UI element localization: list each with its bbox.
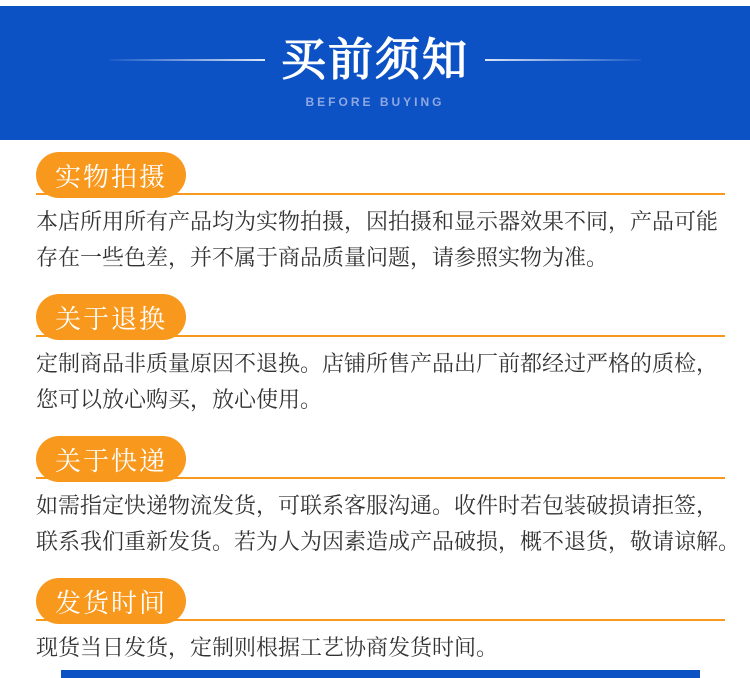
body-text-line: 本店所用所有产品均为实物拍摄，因拍摄和显示器效果不同，产品可能 bbox=[36, 209, 719, 234]
section-body-text bbox=[36, 204, 725, 276]
body-text-line: 您可以放心购买，放心使用。 bbox=[36, 387, 323, 412]
page-title: 买前须知 bbox=[280, 34, 469, 85]
section-shipping-courier bbox=[36, 436, 741, 560]
section-returns bbox=[36, 294, 725, 418]
section-heading-row bbox=[36, 152, 725, 198]
body-text-line: 现货当日发货，定制则根据工艺协商发货时间。 bbox=[36, 635, 499, 660]
section-body-text bbox=[36, 630, 725, 666]
page-subtitle: BEFORE BUYING bbox=[305, 95, 445, 109]
body-text-line: 联系我们重新发货。若为人为因素造成产品破损，概不退货，敬请谅解。 bbox=[36, 529, 741, 554]
body-text-line: 如需指定快递物流发货，可联系客服沟通。收件时若包装破损请拒签， bbox=[36, 493, 719, 518]
section-heading-row bbox=[36, 294, 725, 340]
body-text-line: 存在一些色差，并不属于商品质量问题，请参照实物为准。 bbox=[36, 245, 609, 270]
section-label-badge: 关于退换 bbox=[36, 294, 186, 340]
section-label-badge: 实物拍摄 bbox=[36, 152, 186, 198]
header-title-row bbox=[109, 34, 641, 85]
title-left-line bbox=[109, 59, 265, 61]
body-text-line: 定制商品非质量原因不退换。店铺所售产品出厂前都经过严格的质检， bbox=[36, 351, 719, 376]
section-real-photos bbox=[36, 152, 725, 276]
section-delivery-time bbox=[36, 578, 725, 666]
next-section-banner-edge bbox=[61, 670, 700, 678]
section-body-text bbox=[36, 346, 725, 418]
section-heading-row bbox=[36, 578, 725, 624]
notice-content bbox=[0, 152, 750, 678]
section-label-badge: 关于快递 bbox=[36, 436, 186, 482]
section-label-badge: 发货时间 bbox=[36, 578, 186, 624]
section-heading-row bbox=[36, 436, 725, 482]
title-right-line bbox=[485, 59, 641, 61]
section-body-text bbox=[36, 488, 741, 560]
header-banner bbox=[0, 6, 750, 140]
